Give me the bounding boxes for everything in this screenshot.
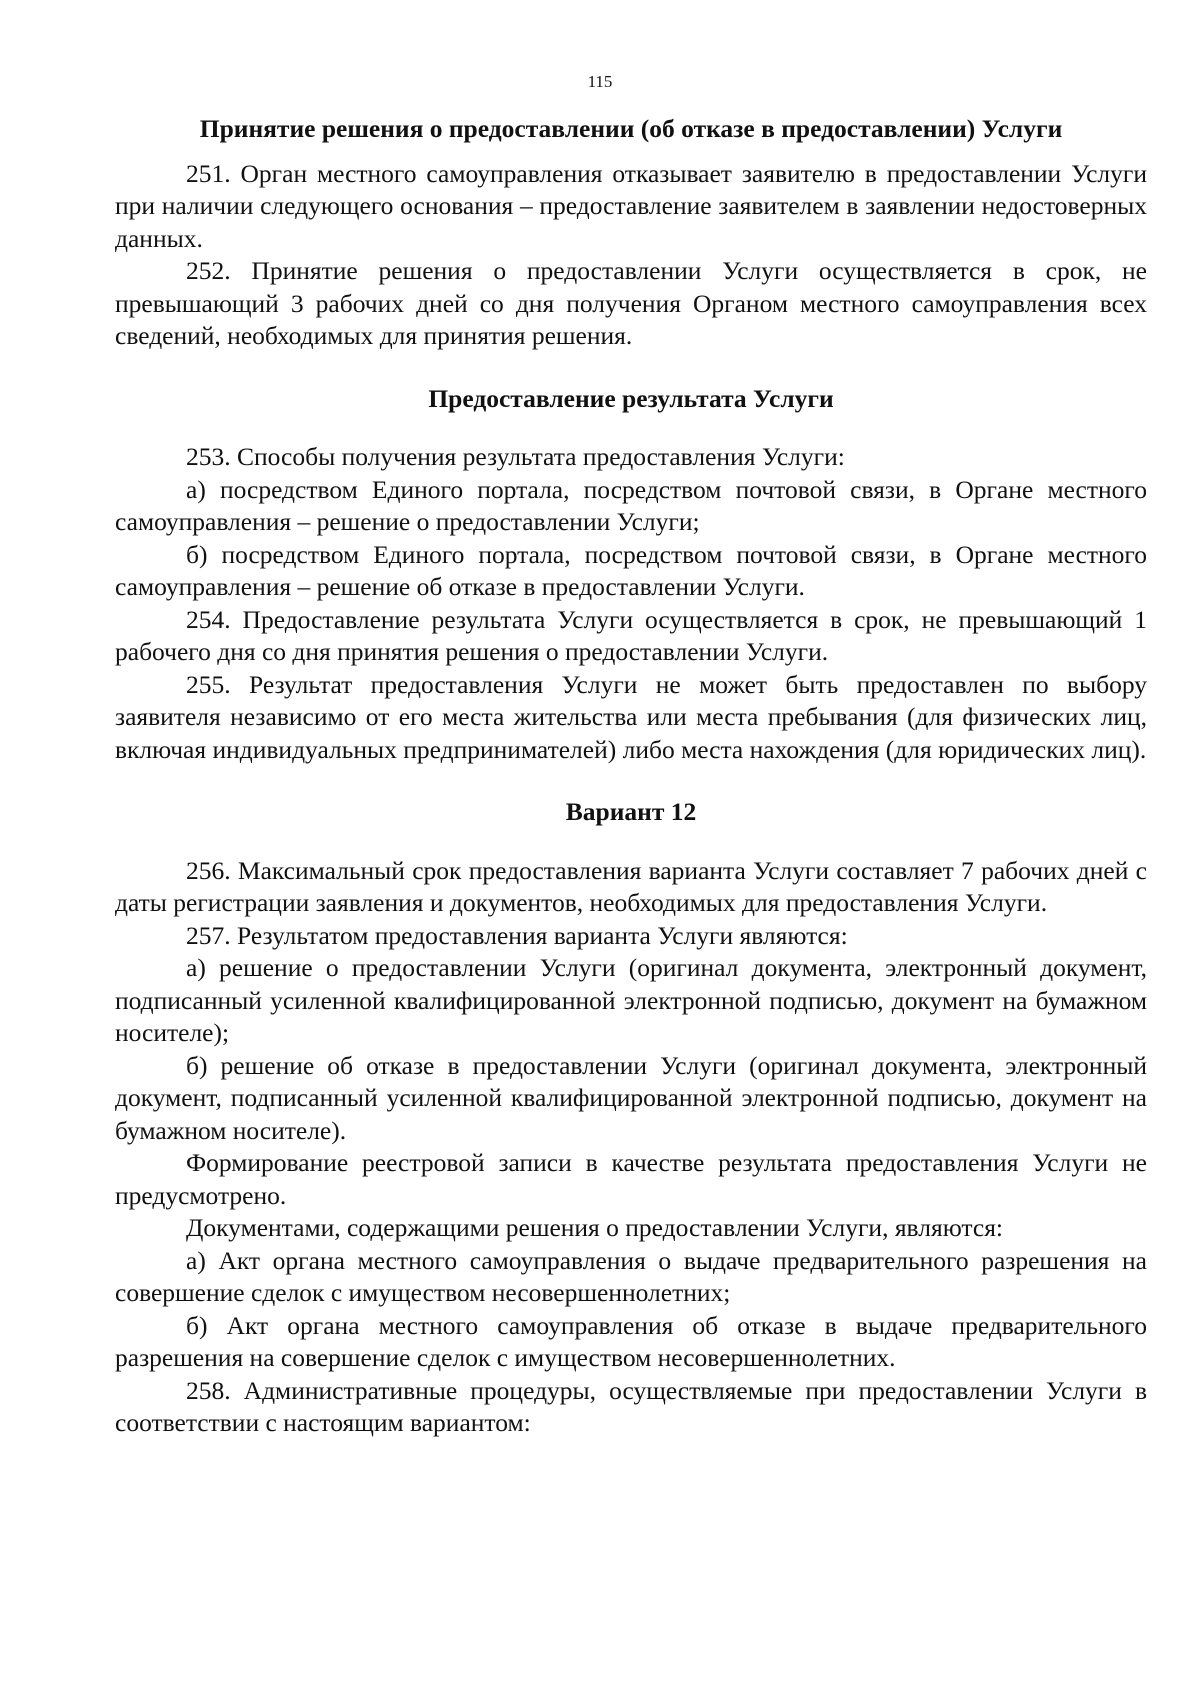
document-body: [115, 113, 1147, 1440]
section-heading-decision: Принятие решения о предоставлении (об отказе в предоставлении) Услуги: [199, 114, 1063, 143]
list-item: б) посредством Единого портала, посредством почтовой связи, в Органе местного самоуправления – решение об отказе в предоставлении Услуги.: [115, 539, 1147, 601]
paragraph: 257. Результатом предоставления варианта Услуги являются:: [186, 920, 848, 950]
paragraph: Формирование реестровой записи в качестве результата предоставления Услуги не предусмотрено.: [115, 1148, 1147, 1210]
page-number: 115: [587, 72, 613, 91]
list-item: а) Акт органа местного самоуправления о выдаче предварительного разрешения на совершение сделок с имуществом несовершеннолетних;: [115, 1245, 1147, 1307]
list-item: а) посредством Единого портала, посредством почтовой связи, в Органе местного самоуправления – решение о предоставлении Услуги;: [115, 474, 1147, 536]
list-item: б) решение об отказе в предоставлении Услуги (оригинал документа, электронный документ, подписанный усиленной квалифицированной электронной подписью, документ на бумажном носителе).: [115, 1050, 1147, 1145]
section-heading-variant: Вариант 12: [565, 797, 697, 826]
paragraph: 258. Административные процедуры, осуществляемые при предоставлении Услуги в соответствии с настоящим вариантом:: [115, 1375, 1147, 1437]
paragraph: 251. Орган местного самоуправления отказывает заявителю в предоставлении Услуги при наличии следующего основания – предоставление заявителем в заявлении недостоверных данных.: [115, 158, 1147, 253]
paragraph: 252. Принятие решения о предоставлении Услуги осуществляется в срок, не превышающий 3 рабочих дней со дня получения Органом местного самоуправления всех сведений, необходимых для принятия решения.: [115, 256, 1147, 350]
list-item: а) решение о предоставлении Услуги (оригинал документа, электронный документ, подписанный усиленной квалифицированной электронной подписью, документ на бумажном носителе);: [115, 953, 1147, 1047]
paragraph: Документами, содержащими решения о предоставлении Услуги, являются:: [186, 1213, 1004, 1242]
paragraph: 255. Результат предоставления Услуги не может быть предоставлен по выбору заявителя независимо от его места жительства или места пребывания (для физических лиц, включая индивидуальных предпринимателей) либо места нахождения (для юридических лиц).: [115, 669, 1147, 764]
paragraph: 254. Предоставление результата Услуги осуществляется в срок, не превышающий 1 рабочего дня со дня принятия решения о предоставлении Услуги.: [115, 604, 1147, 666]
paragraph: 256. Максимальный срок предоставления варианта Услуги составляет 7 рабочих дней с даты регистрации заявления и документов, необходимых для предоставления Услуги.: [115, 855, 1147, 917]
paragraph: 253. Способы получения результата предоставления Услуги:: [186, 442, 845, 471]
list-item: б) Акт органа местного самоуправления об отказе в выдаче предварительного разрешения на совершение сделок с имуществом несовершеннолетних.: [115, 1310, 1147, 1372]
section-heading-result: Предоставление результата Услуги: [428, 383, 834, 413]
